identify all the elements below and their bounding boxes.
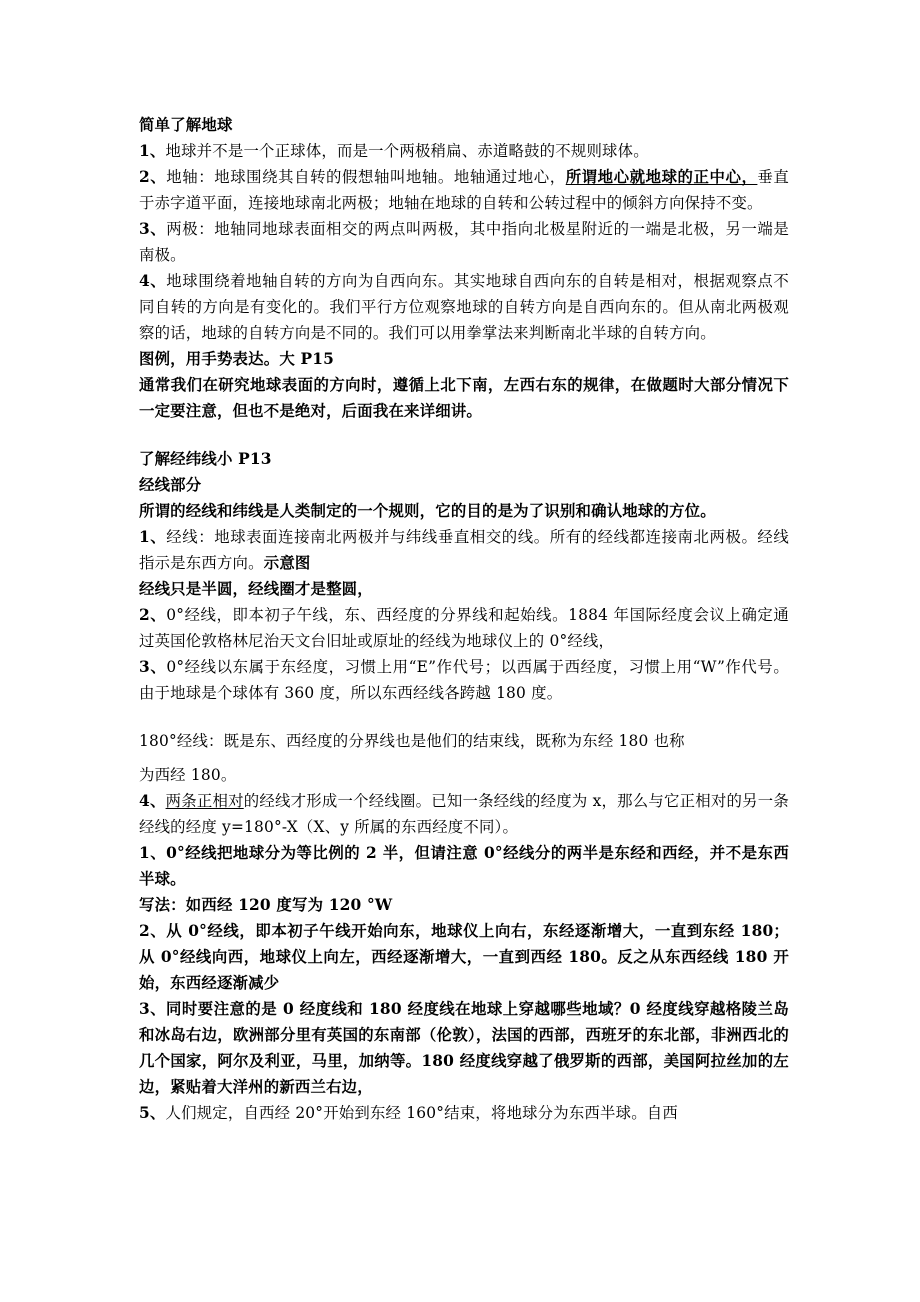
bold-point-1: 1、0°经线把地球分为等比例的 2 半，但请注意 0°经线分的两半是东经和西经，并不是东西半球。: [139, 844, 789, 888]
paragraph-4: [139, 268, 789, 346]
paragraph-1: [139, 138, 789, 164]
notation-example: 写法：如西经 120 度写为 120 °W: [139, 896, 393, 914]
blank-line: [139, 424, 789, 446]
meridian-180-line-a: 180°经线：既是东、西经度的分界线也是他们的结束线，既称为东经 180 也称: [139, 732, 685, 750]
item-number: 3、: [139, 658, 167, 676]
paragraph-text: 0°经线以东属于东经度，习惯上用“E”作代号；以西属于西经度，习惯上用“W”作代号。由于地球是个球体有 360 度，所以东西经线各跨越 180 度。: [139, 658, 790, 702]
blank-line: [139, 706, 789, 728]
paragraph-text: 人们规定，自西经 20°开始到东经 160°结束，将地球分为东西半球。自西: [165, 1104, 678, 1122]
semicircle-note: 经线只是半圆，经线圈才是整圆，: [139, 580, 373, 598]
paragraph-text: 的经线才形成一个经线圈。已知一条经线的经度为 x，那么与它正相对的另一条经线的经度 y=180°-X（X、y 所属的东西经度不同）。: [139, 792, 789, 836]
underlined-emphasis: 所谓地心就地球的正中心，: [565, 168, 758, 186]
longitude-item-2: [139, 602, 789, 654]
section-title: 简单了解地球: [139, 116, 233, 134]
item-number: 1、: [139, 142, 166, 160]
item-number: 1、: [139, 528, 167, 546]
bold-point-2: 2、从 0°经线，即本初子午线开始向东，地球仪上向右，东经逐渐增大，一直到东经 180；从 0°经线向西，地球仪上向左，西经逐渐增大，一直到西经 180。反之从东西经线 180 开始，东西经逐渐减少: [139, 922, 789, 992]
bold-point-3: 3、同时要注意的是 0 经度线和 180 经度线在地球上穿越哪些地域？0 经度线穿越格陵兰岛和冰岛右边，欧洲部分里有英国的东南部（伦敦），法国的西部，西班牙的东北部，非洲西北的几个国家，阿尔及利亚，马里，加纳等。180 经度线穿越了俄罗斯的西部，美国阿拉丝加的左边，紧贴着大洋州的新西兰右边，: [139, 1000, 789, 1096]
hemisphere-item-5: [139, 1100, 789, 1126]
paragraph-text: 垂直于赤字道平面，连接地球南北两极；地轴在地球的自转和公转过程中的倾斜方向保持不变。: [139, 168, 789, 212]
paragraph-3: [139, 216, 789, 268]
meridian-180-line-b: 为西经 180。: [139, 766, 237, 784]
item-number: 3、: [139, 220, 167, 238]
paragraph-text: 经线：地球表面连接南北两极并与纬线垂直相交的线。所有的经线都连接南北两极。经线指示是东西方向。: [139, 528, 789, 572]
item-number: 5、: [139, 1104, 166, 1122]
item-number: 2、: [139, 168, 167, 186]
item-number: 4、: [139, 272, 167, 290]
longitude-item-3: [139, 654, 789, 706]
document-page: [139, 112, 789, 1126]
paragraph-text: 地球围绕着地轴自转的方向为自西向东。其实地球自西向东的自转是相对，根据观察点不同自转的方向是有变化的。我们平行方位观察地球的自转方向是自西向东的。但从南北两极观察的话，地球的自转方向是不同的。我们可以用拳掌法来判断南北半球的自转方向。: [139, 272, 789, 342]
paragraph-text: 0°经线，即本初子午线，东、西经度的分界线和起始线。1884 年国际经度会议上确定通过英国伦敦格林尼治天文台旧址或原址的经线为地球仪上的 0°经线，: [139, 606, 790, 650]
item-number: 4、: [139, 792, 166, 810]
paragraph-text: 两极：地轴同地球表面相交的两点叫两极，其中指向北极星附近的一端是北极，另一端是南极。: [139, 220, 789, 264]
diagram-note: 示意图: [263, 554, 311, 572]
paragraph-2: [139, 164, 789, 216]
item-number: 2、: [139, 606, 167, 624]
paragraph-text: 地球并不是一个正球体，而是一个两极稍扁、赤道略鼓的不规则球体。: [165, 142, 649, 160]
section2-subtitle: 经线部分: [139, 476, 202, 494]
direction-rule: 通常我们在研究地球表面的方向时，遵循上北下南，左西右东的规律，在做题时大部分情况下一定要注意，但也不是绝对，后面我在来详细讲。: [139, 376, 789, 420]
section2-definition: 所谓的经线和纬线是人类制定的一个规则，它的目的是为了识别和确认地球的方位。: [139, 502, 716, 520]
paragraph-text: 地球围绕其自转的假想轴叫地轴。地轴通过地心，: [214, 168, 566, 186]
section2-title: 了解经纬线小 P13: [139, 450, 272, 468]
longitude-item-1: [139, 524, 789, 576]
term-label: 地轴：: [166, 168, 215, 186]
spacer: [139, 754, 789, 762]
longitude-item-4: [139, 788, 789, 840]
underlined-term: 两条正相对: [165, 792, 244, 810]
legend-line: 图例，用手势表达。大 P15: [139, 350, 335, 368]
